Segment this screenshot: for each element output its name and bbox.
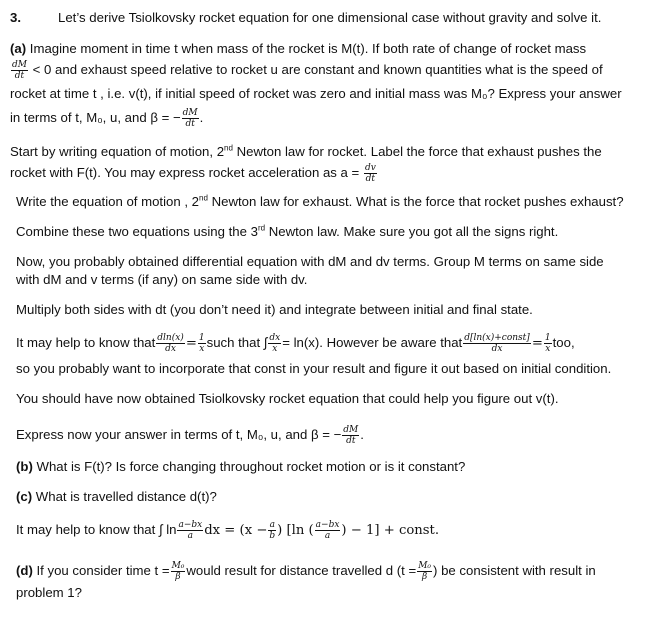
hint-integrate: Multiply both sides with dt (you don’t need it) and integrate between initial and final state. [16,302,533,317]
dMdt-fraction: $\frac{dM}{dt}$ [12,60,27,81]
part-c-label: (c) [16,489,33,504]
part-c-hint: It may help to know that ∫ ln $\frac{a-bx}{a}$ dx = (x − $\frac{a}{b}$ ) [ln ( $\frac{a-bx}{a}$ ) − 1] + const. [16,520,440,541]
hint-express-answer: Express now your answer in terms of t, M₀, u, and β = − $\frac{dM}{dt}$ . [16,425,364,446]
hint-newton3: Combine these two equations using the 3rd Newton law. Make sure you got all the signs right. [16,223,559,239]
part-a-line3: rocket at time t , i.e. v(t), if initial speed of rocket was zero and initial mass was M₀? Express your answer [10,86,622,101]
part-d-line1: (d) If you consider time t = $\frac{\text{M₀}}{\beta}$ would result for distance travelled d (t = $\frac{\text{M₀}}{\beta}$ ) be consistent with result in [16,561,596,582]
hint-tsiolkovsky: You should have now obtained Tsiolkovsky rocket equation that could help you figure out v(t). [16,391,559,406]
part-d-label: (d) [16,562,33,578]
part-b: (b) What is F(t)? Is force changing throughout rocket motion or is it constant? [16,459,466,474]
hint-newton2-rocket-line2: rocket with F(t). You may express rocket acceleration as a = $\frac{dv}{dt}$ [10,163,376,184]
part-a-text2: < 0 and exhaust speed relative to rocket u are constant and known quantities what is the speed of [32,61,603,77]
hint-newton2-exhaust: Write the equation of motion , 2nd Newton law for exhaust. What is the force that rocket pushes exhaust? [16,193,624,209]
beta-fraction: $\frac{dM}{dt}$ [182,108,198,129]
hint-log-derivative: It may help to know that $\frac{dln(x)}{dx}$ = $\frac{1}{x}$ such that ∫ $\frac{dx}{x}$ = ln(x). However be aware that $\frac{\text{d[ln(x)+const]}}{dx}$ = $\frac{1}{x}$ too, [16,333,575,354]
hint-group-terms-line1: Now, you probably obtained differential equation with dM and dv terms. Group M terms on same side [16,254,604,269]
beta-fraction-2: $\frac{dM}{dt}$ [343,425,359,446]
dvdt-fraction: $\frac{dv}{dt}$ [364,163,376,184]
hint-newton2-rocket-line1: Start by writing equation of motion, 2nd Newton law for rocket. Label the force that exhaust pushes the [10,143,602,159]
part-d-line2: problem 1? [16,585,82,600]
part-b-label: (b) [16,459,33,474]
part-c: (c) What is travelled distance d(t)? [16,489,217,504]
hint-group-terms-line2: with dM and v terms (if any) on same side with dv. [16,272,308,287]
problem-title: Let’s derive Tsiolkovsky rocket equation for one dimensional case without gravity and solve it. [58,10,602,25]
part-a-line1 [10,41,656,57]
part-a-line2 [10,60,656,81]
problem-number: 3. [10,10,21,25]
part-a-text4: in terms of t, M₀, u, and β = − [10,109,181,125]
part-a-text1: Imagine moment in time t when mass of the rocket is M(t). If both rate of change of rocket mass [29,41,587,56]
part-a-line4: in terms of t, M₀, u, and β = − $\frac{dM}{dt}$ . [10,108,204,129]
hint-log-derivative-line2: so you probably want to incorporate that const in your result and figure it out based on initial condition. [16,361,612,376]
part-a-label: (a) [10,41,27,56]
